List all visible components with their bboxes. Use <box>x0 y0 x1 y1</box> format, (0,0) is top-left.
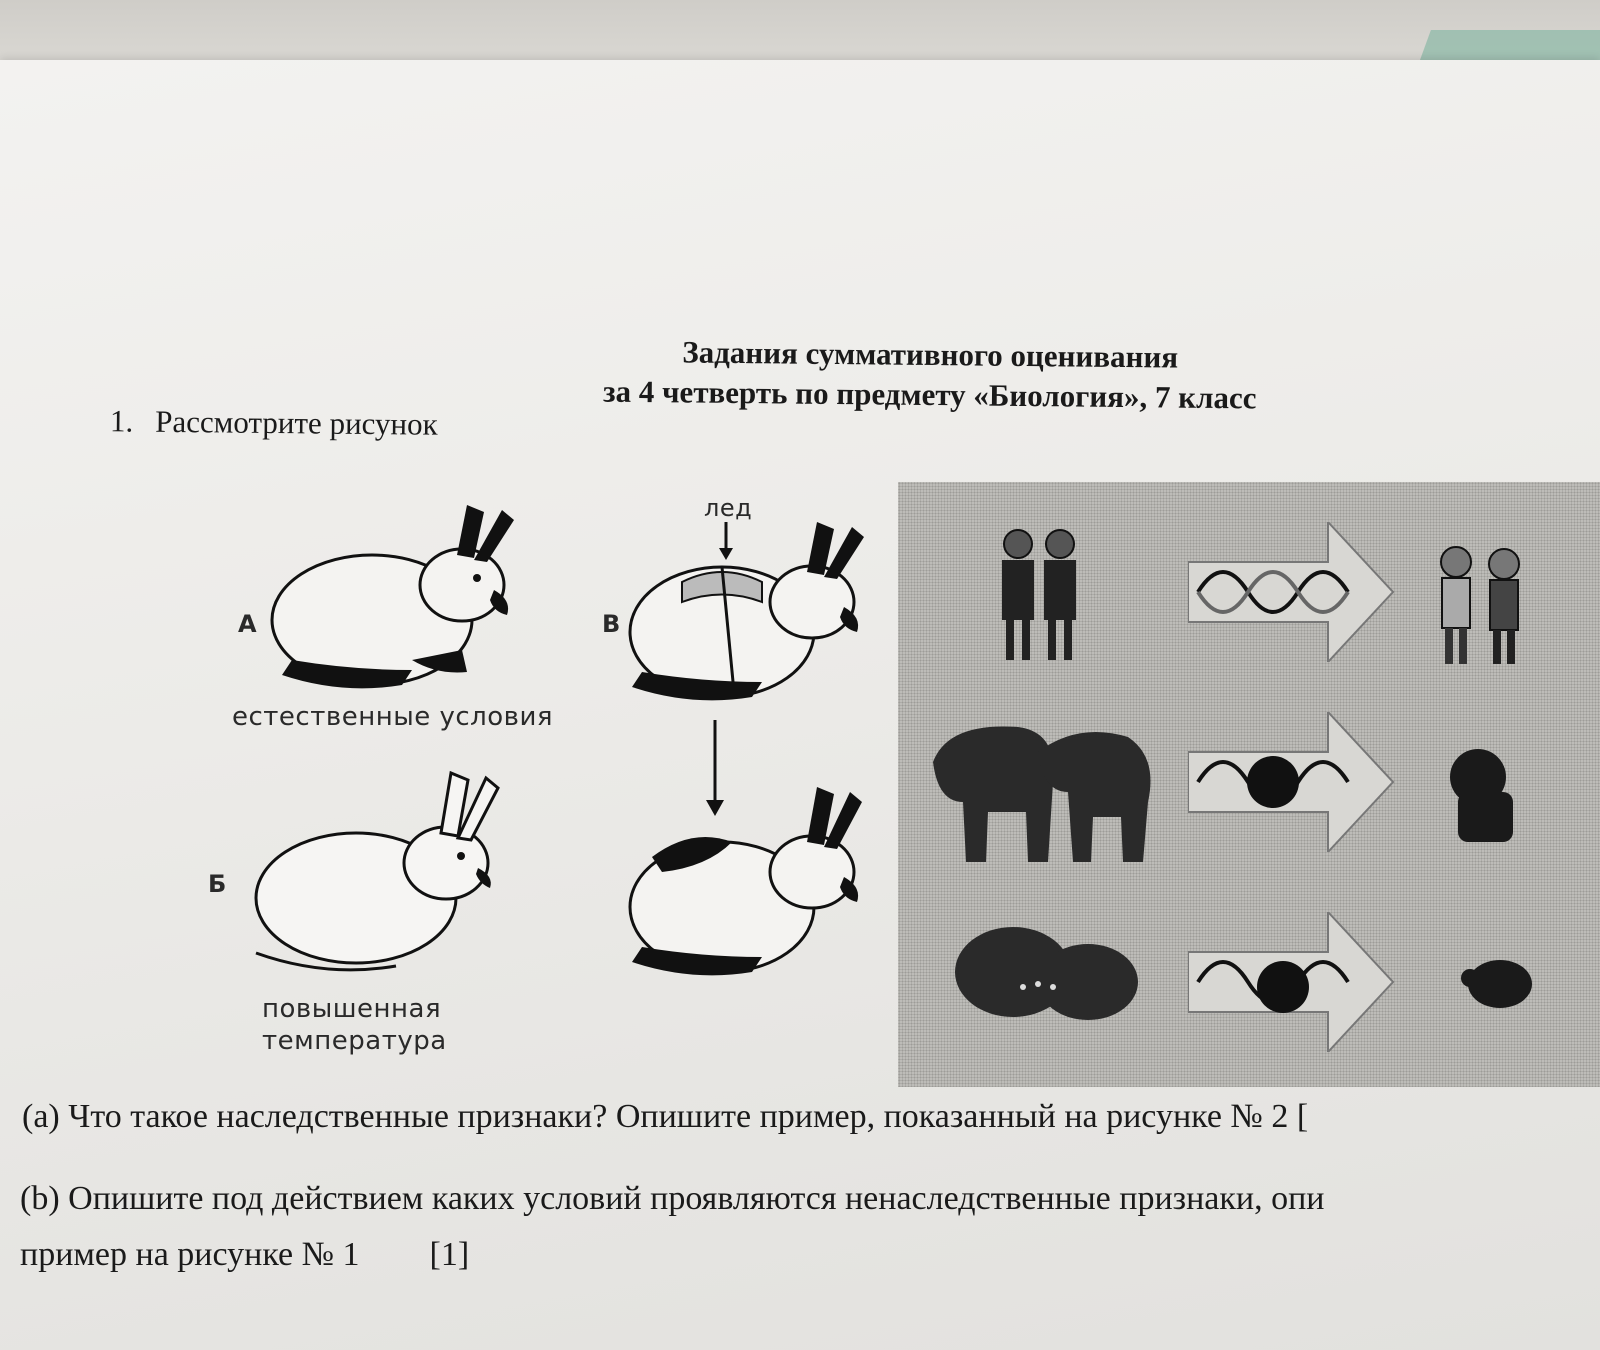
task-1-heading <box>110 403 438 442</box>
label-natural-conditions: естественные условия <box>232 702 554 732</box>
figure-letter-b: Б <box>208 870 227 898</box>
heredity-figure <box>898 482 1600 1087</box>
label-high-temperature-line1: повышенная <box>262 994 442 1024</box>
dna-arrow-icon <box>1188 912 1398 1057</box>
document-title <box>520 331 1341 420</box>
ladybug-icon <box>953 922 1143 1037</box>
rabbit-icon <box>262 500 532 700</box>
rabbit-icon <box>246 768 516 983</box>
question-b-line2 <box>20 1236 469 1274</box>
title-line-1: Задания суммативного оценивания <box>682 334 1179 375</box>
elephant-icon <box>928 722 1158 877</box>
couple-icon <box>990 522 1090 677</box>
task-number: 1. <box>109 403 134 439</box>
rabbit-icon <box>622 772 882 982</box>
dna-arrow-icon <box>1188 712 1398 857</box>
figure-letter-a: А <box>238 610 257 638</box>
question-a: (а) Что такое наследственные признаки? Опишите пример, показанный на рисунке № 2 [ <box>22 1098 1309 1135</box>
ice-pack-icon <box>622 512 882 712</box>
baby-elephant-icon <box>1438 747 1528 852</box>
question-b-line2-text: пример на рисунке № 1 <box>20 1236 360 1273</box>
small-ladybug-icon <box>1458 952 1538 1017</box>
label-high-temperature-line2: температура <box>262 1026 447 1056</box>
figure-letter-v: В <box>602 610 621 638</box>
title-line-2: за 4 четверть по предмету «Биология», 7 класс <box>602 373 1257 416</box>
dna-arrow-icon <box>1188 522 1398 667</box>
question-b-line1: (b) Опишите под действием каких условий проявляются ненаследственные признаки, опи <box>20 1180 1325 1217</box>
task-heading-text: Рассмотрите рисунок <box>155 403 438 442</box>
children-icon <box>1426 542 1536 677</box>
question-b-mark: [1] <box>429 1236 470 1273</box>
label-ice: лед <box>704 494 753 522</box>
